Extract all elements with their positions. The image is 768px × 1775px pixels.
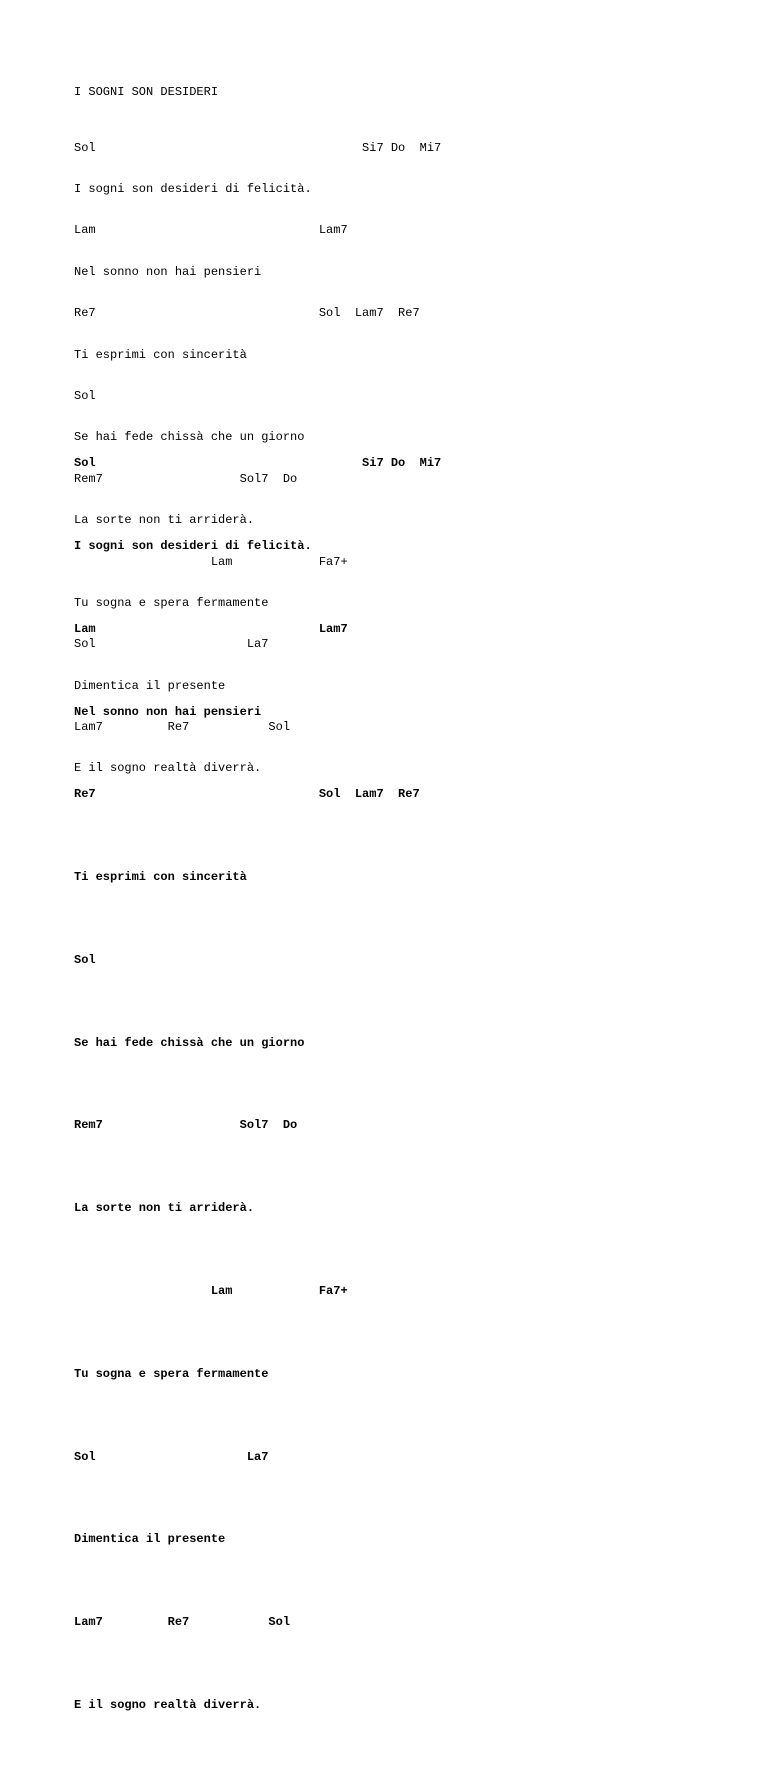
lyric-line: Nel sonno non hai pensieri xyxy=(74,704,262,719)
chord-line: Lam Fa7+ xyxy=(74,1284,348,1298)
lyric-line: La sorte non ti arriderà. xyxy=(74,513,255,528)
lyric-line: I sogni son desideri di felicità. xyxy=(74,181,312,196)
chord-line: Sol La7 xyxy=(74,637,269,652)
lyric-line: Dimentica il presente xyxy=(74,678,226,693)
lyric-line: Se hai fede chissà che un giorno xyxy=(74,1035,305,1050)
chord-line: Re7 Sol Lam7 Re7 xyxy=(74,306,420,321)
lyric-line: E il sogno realtà diverrà. xyxy=(74,1697,262,1712)
chord-line: Sol Si7 Do Mi7 xyxy=(74,456,442,471)
lyric-line: Dimentica il presente xyxy=(74,1532,226,1547)
lyric-line: Tu sogna e spera fermamente xyxy=(74,595,269,610)
lyric-line: La sorte non ti arriderà. xyxy=(74,1201,255,1216)
chord-line: Lam Fa7+ xyxy=(74,554,348,569)
chord-line: Sol xyxy=(74,388,96,403)
chord-line: Re7 Sol Lam7 Re7 xyxy=(74,787,420,802)
chord-line: Rem7 Sol7 Do xyxy=(74,1118,298,1133)
lyric-line: Se hai fede chissà che un giorno xyxy=(74,430,305,445)
chord-line: Lam Lam7 xyxy=(74,621,348,636)
lyric-line: Ti esprimi con sincerità xyxy=(74,347,247,362)
song-title: I SOGNI SON DESIDERI xyxy=(74,85,219,99)
chord-line: Lam7 Re7 Sol xyxy=(74,1615,291,1630)
lyric-line: E il sogno realtà diverrà. xyxy=(74,761,262,776)
chord-line: Sol Si7 Do Mi7 xyxy=(74,140,442,155)
chord-line: Rem7 Sol7 Do xyxy=(74,471,298,486)
chord-line: Sol La7 xyxy=(74,1449,269,1464)
chord-line: Sol xyxy=(74,952,96,967)
lyric-line: I sogni son desideri di felicità. xyxy=(74,538,312,553)
chord-line: Lam7 Re7 Sol xyxy=(74,720,291,735)
lyric-line: Tu sogna e spera fermamente xyxy=(74,1366,269,1381)
lyrics-chords-bold xyxy=(74,395,441,1775)
lyric-line: Nel sonno non hai pensieri xyxy=(74,264,262,279)
chord-line: Lam Lam7 xyxy=(74,223,348,238)
lyric-line: Ti esprimi con sincerità xyxy=(74,870,247,885)
